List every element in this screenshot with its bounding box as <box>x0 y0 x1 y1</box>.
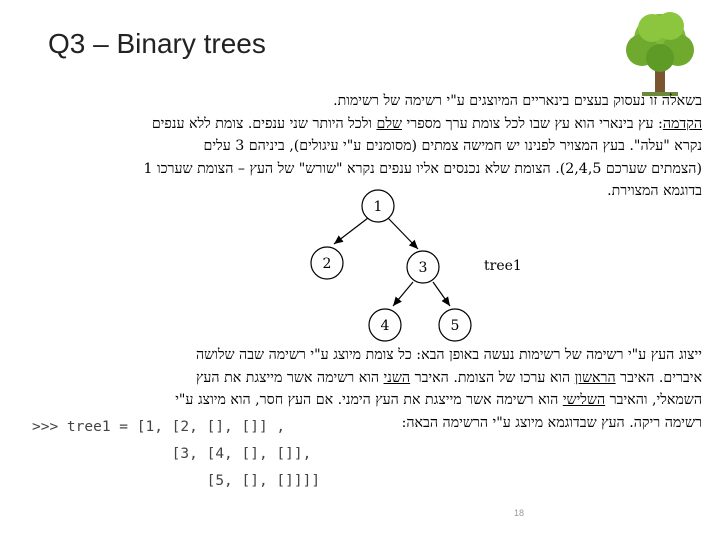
tree-name-label: tree1 <box>484 258 522 274</box>
tree-node-5 <box>439 309 471 341</box>
underlined-second: השני <box>383 369 411 386</box>
code-block <box>32 414 320 495</box>
intro-line-3: נקרא "עלה". בעץ המצויר לפנינו יש חמישה צמתים (מסומנים ע"י עיגולים), ביניהם 3 עלים <box>203 138 702 154</box>
code-line-3: [5, [], []]]] <box>32 473 321 489</box>
slide-title: Q3 – Binary trees <box>48 28 266 59</box>
underlined-first: הראשון <box>574 369 616 386</box>
intro-line-5: בדוגמא המצוירת. <box>607 183 702 199</box>
tree-clipart-icon <box>620 8 700 98</box>
edge-3-4 <box>393 282 413 306</box>
repr-line-4: רשימה ריקה. העץ שבדוגמא מיוצג ע"י הרשימה הבאה: <box>401 414 702 431</box>
edge-3-5 <box>433 282 450 306</box>
intro-label: הקדמה <box>662 115 702 132</box>
svg-text:4: 4 <box>380 318 390 334</box>
tree-node-1 <box>362 190 394 222</box>
svg-text:3: 3 <box>418 260 428 276</box>
repr-line-1: ייצוג העץ ע"י רשימה של רשימות נעשה באופן הבא: כל צומת מיוצג ע"י רשימה שבה שלושה <box>196 347 702 363</box>
code-line-2: [3, [4, [], []], <box>32 446 312 462</box>
page-number: 18 <box>514 508 525 518</box>
intro-underlined-word: שלם <box>376 115 403 132</box>
intro-line-1: בשאלה זו נעסוק בעצים בינאריים המיוצגים ע"י רשימה של רשימות. <box>333 93 702 109</box>
repr-line-3: השמאלי, והאיבר השלישי הוא רשימה אשר מייצגת את העץ הימני. אם העץ חסר, הוא מיוצג ע"י <box>175 392 702 408</box>
edge-1-3 <box>388 218 418 249</box>
tree-node-2 <box>311 247 343 279</box>
tree-node-4 <box>369 309 401 341</box>
repr-line-2: איברים. האיבר הראשון הוא ערכו של הצומת. האיבר השני הוא רשימה אשר מייצגת את העץ <box>195 369 702 386</box>
svg-text:5: 5 <box>450 318 460 334</box>
intro-line-2: הקדמה: עץ בינארי הוא עץ שבו לכל צומת ערך מספרי שלם ולכל היותר שני ענפים. צומת ללא ענפים <box>151 115 702 132</box>
intro-line-4: (הצמתים שערכם 2,4,5). הצומת שלא נכנסים אליו ענפים נקרא "שורש" של העץ – הצומת שערכו 1 <box>143 160 702 177</box>
tree-node-3 <box>407 251 439 283</box>
underlined-third: השלישי <box>562 392 606 408</box>
svg-text:1: 1 <box>373 199 383 215</box>
svg-text:2: 2 <box>322 256 332 272</box>
code-line-1: >>> tree1 = [1, [2, [], []] , <box>32 419 286 435</box>
edge-1-2 <box>334 218 368 244</box>
tree-diagram <box>300 180 540 350</box>
